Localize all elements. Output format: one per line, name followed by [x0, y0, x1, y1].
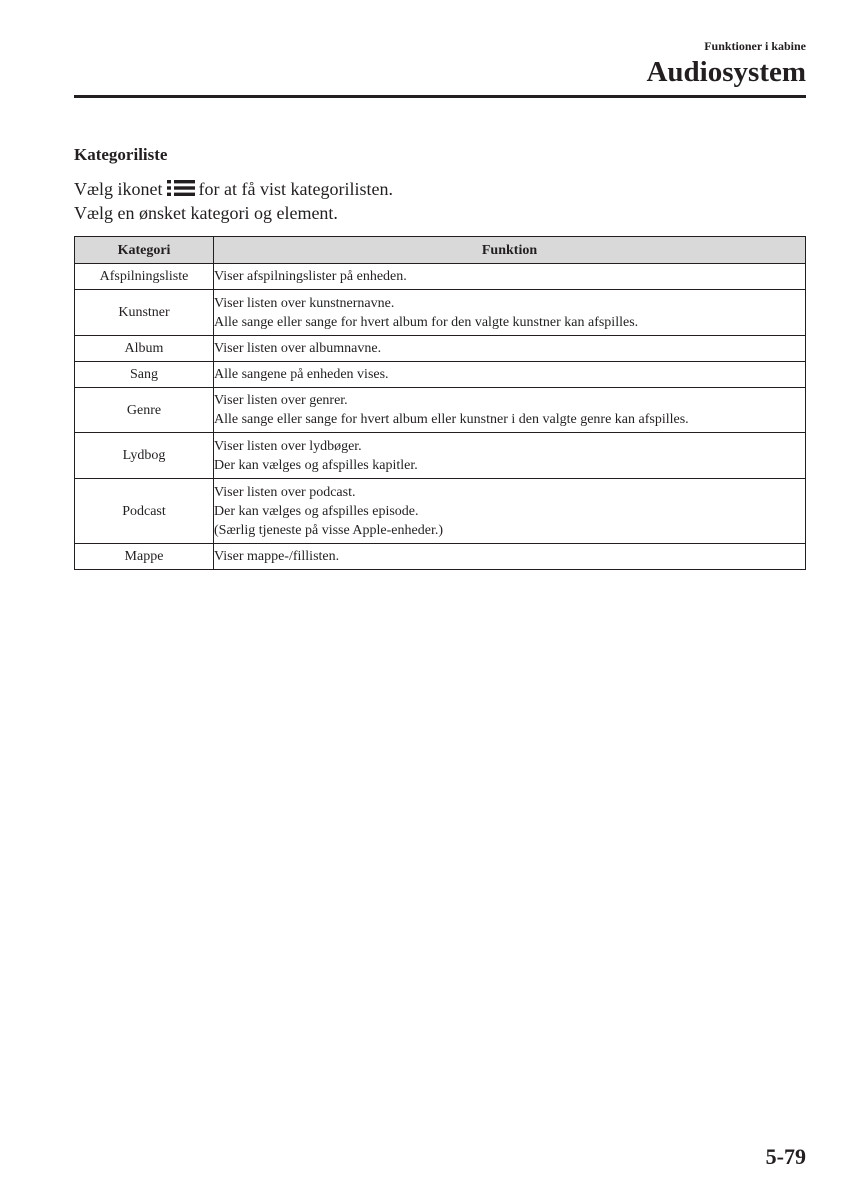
intro-line-1-end: for at få vist kategorilisten. — [198, 179, 393, 199]
function-cell — [214, 388, 806, 433]
function-line: Alle sangene på enheden vises. — [214, 367, 389, 382]
function-cell — [214, 362, 806, 388]
category-cell: Genre — [75, 388, 214, 433]
table-row — [75, 336, 806, 362]
category-cell: Mappe — [75, 544, 214, 570]
header-divider — [74, 95, 806, 98]
intro-line-1-start: Vælg ikonet — [74, 179, 163, 199]
function-cell — [214, 544, 806, 570]
section-header: Funktioner i kabine — [704, 39, 806, 53]
section-heading: Kategoriliste — [74, 145, 168, 164]
function-cell — [214, 264, 806, 290]
function-line: Viser listen over lydbøger. — [214, 438, 362, 454]
function-line: (Særlig tjeneste på visse Apple-enheder.) — [214, 522, 443, 538]
table-row — [75, 479, 806, 544]
function-line: Viser afspilningslister på enheden. — [214, 269, 407, 284]
function-line: Der kan vælges og afspilles kapitler. — [214, 457, 418, 473]
category-cell: Podcast — [75, 479, 214, 544]
table-row — [75, 388, 806, 433]
function-cell — [214, 336, 806, 362]
page-title: Audiosystem — [646, 56, 806, 88]
function-line: Viser mappe-/fillisten. — [214, 549, 340, 564]
function-line: Der kan vælges og afspilles episode. — [214, 503, 419, 519]
function-line: Viser listen over podcast. — [214, 484, 356, 500]
category-cell: Afspilningsliste — [75, 264, 214, 290]
function-line: Viser listen over kunstnernavne. — [214, 295, 395, 311]
category-cell: Album — [75, 336, 214, 362]
category-cell: Kunstner — [75, 290, 214, 336]
table-header-row — [75, 237, 806, 264]
function-cell — [214, 479, 806, 544]
table-row — [75, 290, 806, 336]
table-row — [75, 362, 806, 388]
category-cell: Sang — [75, 362, 214, 388]
column-header-funktion: Funktion — [214, 237, 806, 264]
column-header-kategori: Kategori — [75, 237, 214, 264]
list-icon — [167, 180, 195, 196]
function-cell — [214, 433, 806, 479]
function-cell — [214, 290, 806, 336]
function-line: Viser listen over albumnavne. — [214, 341, 382, 356]
table-row — [75, 544, 806, 570]
function-line: Alle sange eller sange for hvert album eller kunstner i den valgte genre kan afspilles. — [214, 412, 689, 427]
table-row — [75, 264, 806, 290]
function-line: Viser listen over genrer. — [214, 393, 348, 408]
intro-line-2: Vælg en ønsket kategori og element. — [74, 203, 338, 223]
intro-line-1 — [74, 177, 393, 201]
page-number: 5-79 — [765, 1144, 806, 1169]
intro-text — [74, 177, 393, 225]
function-line: Alle sange eller sange for hvert album for den valgte kunstner kan afspilles. — [214, 314, 639, 330]
category-cell: Lydbog — [75, 433, 214, 479]
table-row — [75, 433, 806, 479]
category-table — [74, 236, 806, 570]
